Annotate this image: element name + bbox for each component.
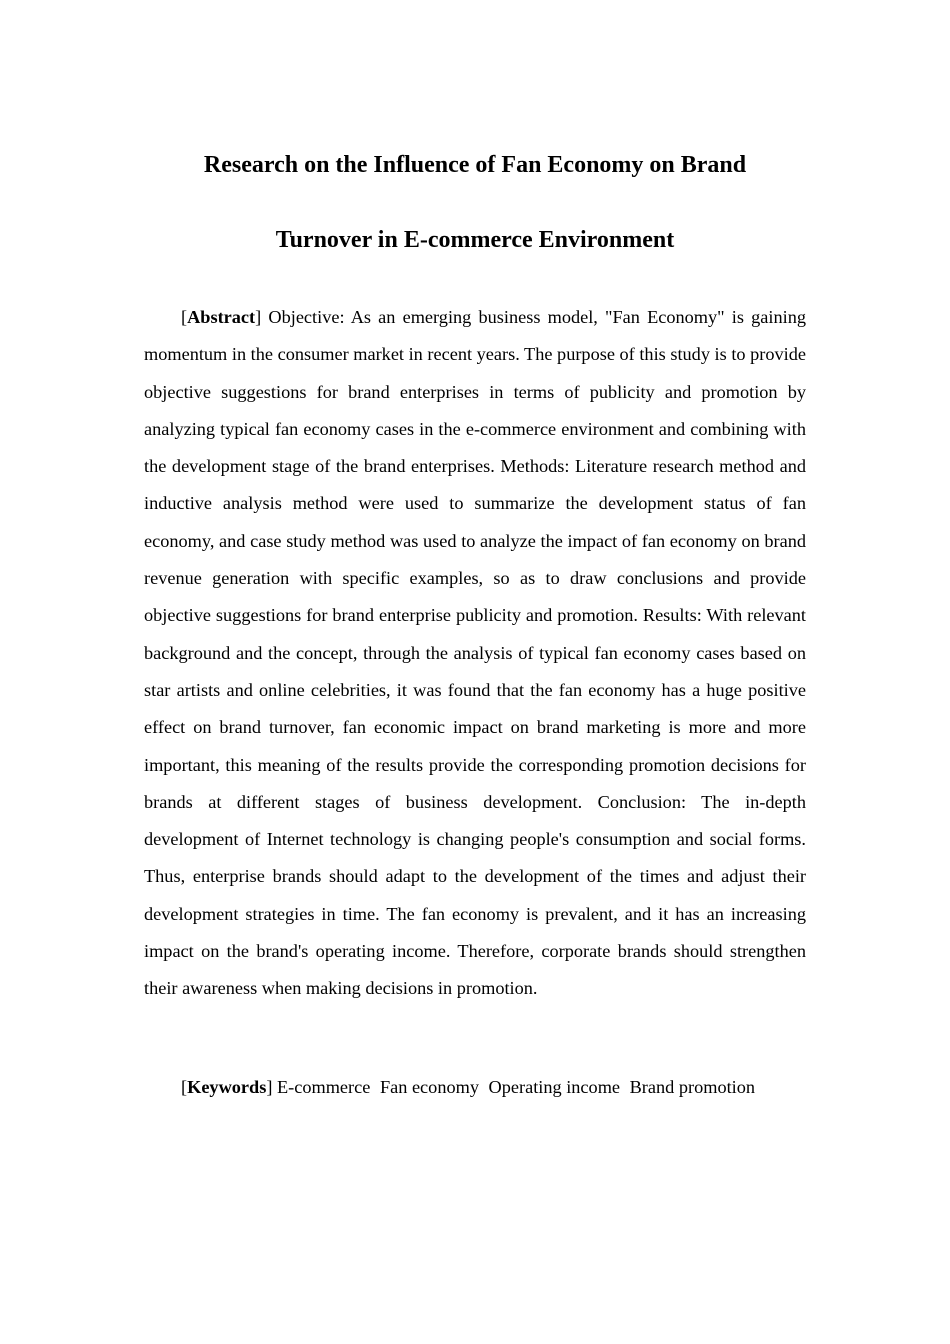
keyword-item: Operating income xyxy=(488,1077,621,1097)
keyword-item: E-commerce xyxy=(276,1077,371,1097)
keyword-item: Brand promotion xyxy=(629,1077,756,1097)
keywords-line: [Keywords] E-commerce Fan economy Operating income Brand promotion xyxy=(181,1077,756,1097)
keywords-label: Keywords xyxy=(187,1077,267,1097)
abstract-text: Objective: As an emerging business model, "Fan Economy" is gaining momentum in the consumer market in recent years. The purpose of this study is to provide objective suggestions for brand enterprises in terms of publicity and promotion by analyzing typical fan economy cases in the e-commerce environment and combining with the development stage of the brand enterprises. Methods: Literature research method and inductive analysis method were used to summarize the development status of fan economy, and case study method was used to analyze the impact of fan economy on brand revenue generation with specific examples, so as to draw conclusions and provide objective suggestions for brand enterprise publicity and promotion. Results: With relevant background and the concept, through the analysis of typical fan economy cases based on star artists and online celebrities, it was found that the fan economy has a huge positive effect on brand turnover, fan economic impact on brand marketing is more and more important, this meaning of the results provide the corresponding promotion decisions for brands at different stages of business development. Conclusion: The in-depth development of Internet technology is changing people's consumption and social forms. Thus, enterprise brands should adapt to the development of the times and adjust their development strategies in time. The fan economy is prevalent, and it has an increasing impact on the brand's operating income. Therefore, corporate brands should strengthen their awareness when making decisions in promotion. xyxy=(144,307,806,999)
keyword-item: Fan economy xyxy=(379,1077,479,1097)
abstract-label: Abstract xyxy=(187,307,256,327)
abstract-paragraph: [Abstract] Objective: As an emerging business model, "Fan Economy" is gaining momentum in the consumer market in recent years. The purpose of this study is to provide objective suggestions for brand enterprises in terms of publicity and promotion by analyzing typical fan economy cases in the e-commerce environment and combining with the development stage of the brand enterprises. Methods: Literature research method and inductive analysis method were used to summarize the development status of fan economy, and case study method was used to analyze the impact of fan economy on brand revenue generation with specific examples, so as to draw conclusions and provide objective suggestions for brand enterprise publicity and promotion. Results: With relevant background and the concept, through the analysis of typical fan economy cases based on star artists and online celebrities, it was found that the fan economy has a huge positive effect on brand turnover, fan economic impact on brand marketing is more and more important, this meaning of the results provide the corresponding promotion decisions for brands at different stages of business development. Conclusion: The in-depth development of Internet technology is changing people's consumption and social forms. Thus, enterprise brands should adapt to the development of the times and adjust their development strategies in time. The fan economy is prevalent, and it has an increasing impact on the brand's operating income. Therefore, corporate brands should strengthen their awareness when making decisions in promotion. xyxy=(144,307,806,999)
title-line-1: Research on the Influence of Fan Economy on Brand xyxy=(203,152,747,178)
title-line-2: Turnover in E-commerce Environment xyxy=(275,227,675,253)
